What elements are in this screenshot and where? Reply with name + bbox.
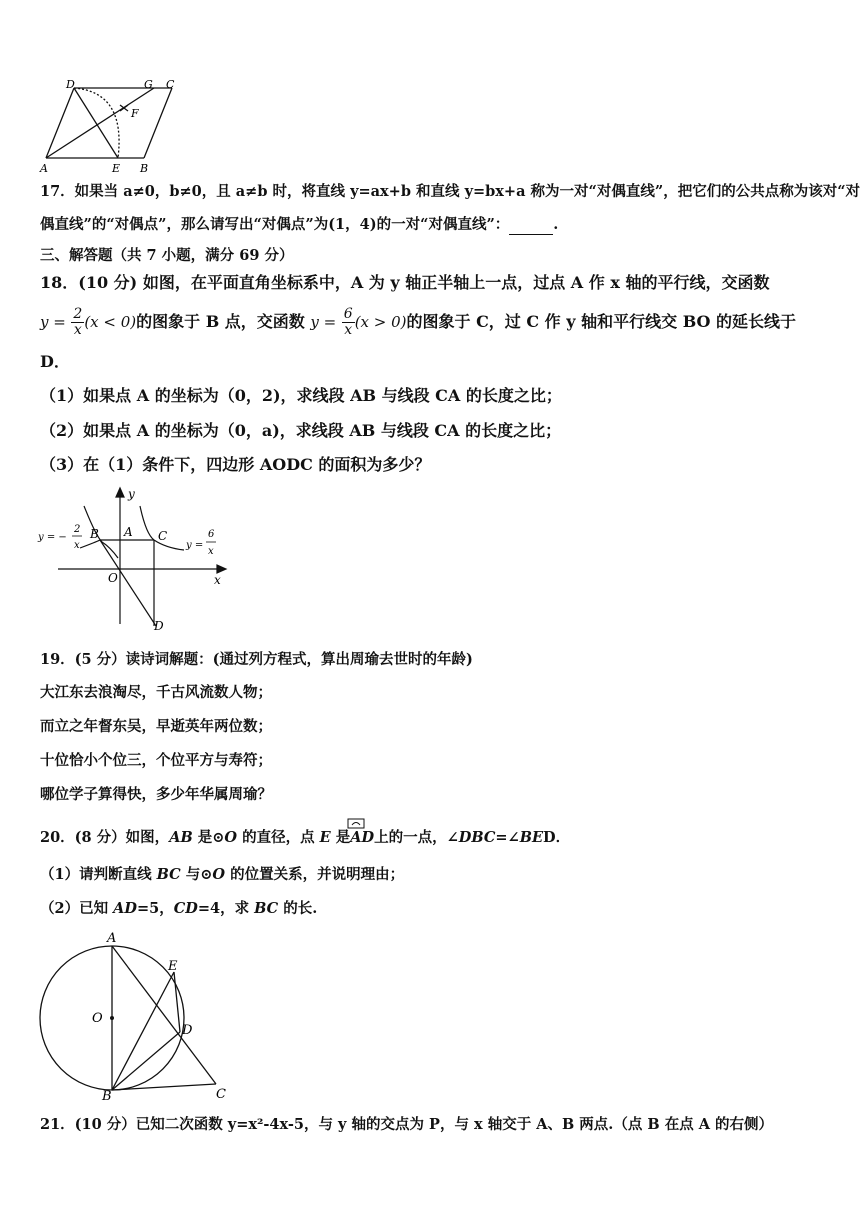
fig-right-fn: y = — [186, 540, 204, 551]
fig3-C: C — [216, 1087, 226, 1101]
q19-line1: 19．(5 分）读诗词解题：(通过列方程式，算出周瑜去世时的年龄) — [40, 651, 473, 668]
q18-f1-den: x — [73, 322, 82, 338]
q17-end: . — [553, 216, 559, 233]
fig-D: D — [154, 619, 164, 633]
label-G: G — [144, 78, 153, 91]
q20-p2ad: AD — [113, 900, 137, 917]
q20-p1a: （1）请判断直线 — [40, 866, 157, 883]
fig-x-axis: x — [214, 573, 221, 587]
q18-part2: （2）如果点 A 的坐标为（0，a)，求线段 AB 与线段 CA 的长度之比； — [40, 421, 562, 440]
q20-p1b: 与⊙ — [180, 866, 213, 883]
q20-p2cd: CD — [173, 900, 198, 917]
q18-f1-cond: (x < 0) — [84, 313, 137, 331]
q18-line2 — [40, 300, 796, 344]
label-B: B — [140, 162, 149, 175]
q20-dbc: DBC — [458, 829, 496, 846]
q20-line1 — [40, 828, 570, 848]
q20-b: 是⊙ — [192, 829, 225, 846]
q20-arc: AD — [350, 829, 375, 846]
q20-o: O — [224, 829, 238, 846]
q18-part1: （1）如果点 A 的坐标为（0，2)，求线段 AB 与线段 CA 的长度之比； — [40, 386, 562, 405]
q18-f2-den: x — [344, 322, 353, 338]
q20-f: 上的一点，∠ — [374, 829, 459, 846]
q18-f2-num: 6 — [343, 306, 353, 322]
q18-f2-fraction — [342, 307, 355, 338]
fig-left-fn: y = − — [38, 532, 67, 543]
q17-line1: 17．如果当 a≠0，b≠0，且 a≠b 时，将直线 y=ax+b 和直线 y=bx+a 称为一对“对偶直线”，把它们的公共点称为该对“对 — [40, 183, 861, 200]
poem-line-1: 大江东去浪淘尽，千古风流数人物； — [40, 684, 272, 701]
q18-f2-lhs: y = — [310, 313, 337, 331]
q20-c: 的直径，点 — [237, 829, 320, 846]
fig3-E: E — [168, 959, 178, 974]
q17-line2-text: 偶直线”的“对偶点”，那么请写出“对偶点”为(1，4)的一对“对偶直线”： — [40, 216, 510, 233]
q20-p1o: O — [212, 866, 226, 883]
coordinate-figure — [36, 484, 236, 634]
q21-line1: 21．(10 分）已知二次函数 y=x²-4x-5，与 y 轴的交点为 P，与 x 轴交于 A、B 两点.（点 B 在点 A 的右侧） — [40, 1116, 774, 1133]
q18-mid: 的图象于 B 点，交函数 — [136, 312, 305, 331]
fig3-O: O — [92, 1011, 103, 1026]
q18-tail: 的图象于 C，过 C 作 y 轴和平行线交 BO 的延长线于 — [406, 312, 797, 331]
arc-mark — [345, 818, 369, 830]
label-C: C — [166, 78, 175, 91]
q20-d: 是 — [330, 829, 351, 846]
circle-figure — [30, 926, 240, 1101]
fig-y-axis: y — [128, 487, 135, 501]
q20-part2 — [40, 899, 317, 919]
q20-p1bc: BC — [156, 866, 181, 883]
q20-p2d: 的长. — [278, 900, 318, 917]
q18-f1-lhs: y = — [40, 313, 66, 331]
q20-p2c: =4，求 — [197, 900, 255, 917]
label-E: E — [112, 162, 121, 175]
q20-ab: AB — [169, 829, 193, 846]
fig3-A: A — [107, 931, 117, 946]
poem-line-3: 十位恰小个位三，个位平方与寿符； — [40, 752, 272, 769]
q18-f2-cond: (x > 0) — [354, 313, 407, 331]
q18-line1: 18．(10 分) 如图，在平面直角坐标系中，A 为 y 轴正半轴上一点，过点 A 作 x 轴的平行线，交函数 — [40, 273, 770, 292]
answer-blank — [509, 220, 553, 235]
q20-h: D． — [543, 829, 571, 846]
label-A: A — [40, 162, 48, 175]
q18-f1-fraction — [71, 307, 84, 338]
q20-bed: BE — [519, 829, 544, 846]
fig-right-den: x — [208, 546, 214, 557]
fig3-B: B — [102, 1089, 112, 1101]
q20-a: 20．(8 分）如图， — [40, 829, 170, 846]
q18-f1-num: 2 — [73, 306, 83, 322]
poem-line-4: 哪位学子算得快，多少年华属周瑜？ — [40, 786, 272, 803]
fig3-D: D — [182, 1023, 193, 1038]
label-F: F — [131, 107, 139, 120]
label-D: D — [66, 78, 75, 91]
fig-B: B — [90, 527, 99, 541]
parallelogram-figure — [36, 78, 186, 178]
fig-C: C — [158, 529, 168, 543]
poem-line-2: 而立之年督东吴，早逝英年两位数； — [40, 718, 272, 735]
fig-left-num: 2 — [74, 524, 81, 535]
q20-e: E — [319, 829, 331, 846]
q20-g: =∠ — [495, 829, 520, 846]
section-3-title: 三、解答题（共 7 小题，满分 69 分） — [40, 247, 294, 264]
fig-O: O — [108, 571, 118, 585]
q20-p2b: =5， — [136, 900, 174, 917]
q20-p1c: 的位置关系，并说明理由； — [225, 866, 405, 883]
q18-part3: （3）在（1）条件下，四边形 AODC 的面积为多少？ — [40, 455, 431, 474]
fig-A: A — [124, 525, 133, 539]
fig-right-num: 6 — [208, 529, 215, 540]
q20-p2a: （2）已知 — [40, 900, 114, 917]
q20-part1 — [40, 865, 404, 885]
q20-p2bc: BC — [254, 900, 279, 917]
q17-line2 — [40, 215, 558, 235]
fig-left-den: x — [74, 540, 80, 551]
q18-line3: D． — [40, 352, 70, 371]
